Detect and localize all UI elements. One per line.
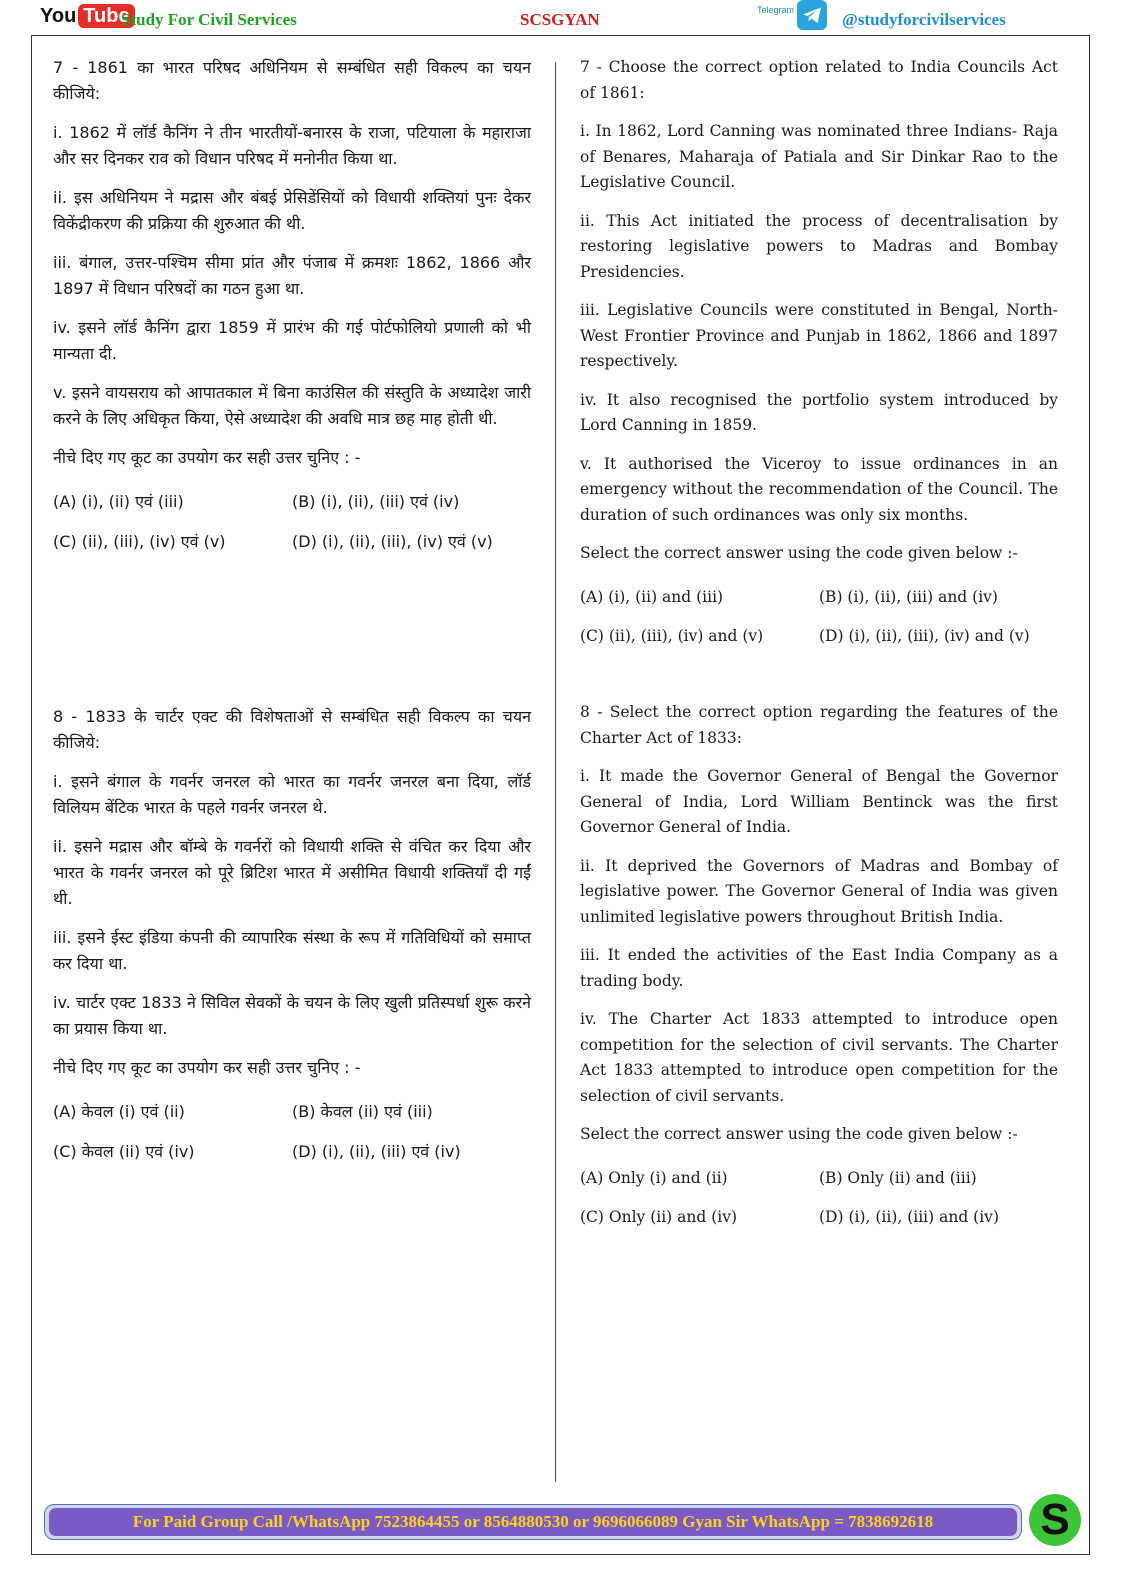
question-text: 7 - 1861 का भारत परिषद अधिनियम से सम्बंधित सही विकल्प का चयन कीजिये: xyxy=(53,58,531,103)
footer-contact-text: For Paid Group Call /WhatsApp 7523864455 or 8564880530 or 9696066089 Gyan Sir WhatsApp = 7838692618 xyxy=(49,1508,1017,1536)
column-divider xyxy=(555,62,556,1482)
option-a: (A) केवल (i) एवं (ii) xyxy=(53,1102,185,1121)
option-c: (C) Only (ii) and (iv) xyxy=(580,1208,738,1226)
statement: i. It made the Governor General of Bengal the Governor General of India, Lord William Bentinck was the first Governor General of India. xyxy=(580,767,1058,836)
statement: iv. चार्टर एक्ट 1833 ने सिविल सेवकों के चयन के लिए खुली प्रतिस्पर्धा शुरू करने का प्रयास किया था. xyxy=(53,993,531,1038)
hindi-column xyxy=(53,55,531,1161)
statement: iv. इसने लॉर्ड कैनिंग द्वारा 1859 में प्रारंभ की गई पोर्टफोलियो प्रणाली को भी मान्यता दी. xyxy=(53,318,531,363)
statement: iii. It ended the activities of the East India Company as a trading body. xyxy=(580,946,1058,990)
option-d: (D) (i), (ii), (iii), (iv) एवं (v) xyxy=(292,532,493,551)
option-b: (B) Only (ii) and (iii) xyxy=(819,1168,977,1187)
statement: iv. It also recognised the portfolio system introduced by Lord Canning in 1859. xyxy=(580,390,1058,434)
telegram-label: Telegram xyxy=(757,5,795,15)
hindi-question-7 xyxy=(53,55,531,555)
statement: iii. Legislative Councils were constituted in Bengal, North-West Frontier Province and Punjab in 1862, 1866 and 1897 respectively. xyxy=(580,301,1058,370)
option-d: (D) (i), (ii), (iii), (iv) and (v) xyxy=(819,627,1030,645)
footer-banner xyxy=(44,1504,1022,1540)
option-b: (B) (i), (ii), (iii) and (iv) xyxy=(819,587,998,606)
youtube-logo-you: You xyxy=(40,4,77,27)
statement: iv. The Charter Act 1833 attempted to introduce open competition for the selection of civil servants. The Charter Act 1833 attempted to introduce open competition for the selection of civil servants. xyxy=(580,1010,1058,1105)
options xyxy=(53,489,531,555)
telegram-icon[interactable] xyxy=(797,0,827,30)
statement: v. It authorised the Viceroy to issue ordinances in an emergency without the recommendation of the Council. The duration of such ordinances was only six months. xyxy=(580,454,1058,524)
channel-name: Study For Civil Services xyxy=(121,10,297,29)
option-c: (C) (ii), (iii), (iv) एवं (v) xyxy=(53,532,226,551)
english-question-8 xyxy=(580,700,1058,1231)
instruction: Select the correct answer using the code given below :- xyxy=(580,544,1018,562)
statement: iii. बंगाल, उत्तर-पश्चिम सीमा प्रांत और पंजाब में क्रमशः 1862, 1866 और 1897 में विधान परिषदों का गठन हुआ था. xyxy=(53,253,531,298)
english-column xyxy=(580,55,1058,1226)
options xyxy=(580,585,1058,650)
instruction: नीचे दिए गए कूट का उपयोग कर सही उत्तर चुनिए : - xyxy=(53,448,361,467)
option-b: (B) केवल (ii) एवं (iii) xyxy=(292,1102,433,1121)
scsgyan-s-logo: S xyxy=(1029,1494,1081,1546)
statement: i. In 1862, Lord Canning was nominated three Indians- Raja of Benares, Maharaja of Patiala and Sir Dinkar Rao to the Legislative Council. xyxy=(580,122,1058,191)
option-b: (B) (i), (ii), (iii) एवं (iv) xyxy=(292,492,460,511)
option-a: (A) (i), (ii) and (iii) xyxy=(580,587,724,606)
statement: ii. इसने मद्रास और बॉम्बे के गवर्नरों को विधायी शक्ति से वंचित कर दिया और भारत के गवर्नर जनरल को पूरे ब्रिटिश भारत में असीमित विधायी शक्तियाँ दी गईं थी. xyxy=(53,837,531,908)
option-d: (D) (i), (ii), (iii) एवं (iv) xyxy=(292,1142,461,1161)
statement: v. इसने वायसराय को आपातकाल में बिना काउंसिल की संस्तुति के अध्यादेश जारी करने के लिए अधिकृत किया, ऐसे अध्यादेश की अवधि मात्र छह माह होती थी. xyxy=(53,383,531,428)
options xyxy=(580,1166,1058,1231)
instruction: Select the correct answer using the code given below :- xyxy=(580,1125,1018,1143)
question-text: 8 - Select the correct option regarding the features of the Charter Act of 1833: xyxy=(580,703,1058,747)
brand-name: SCSGYAN xyxy=(520,10,600,29)
options xyxy=(53,1099,531,1165)
statement: ii. This Act initiated the process of decentralisation by restoring legislative powers to Madras and Bombay Presidencies. xyxy=(580,211,1058,281)
statement: ii. It deprived the Governors of Madras and Bombay of legislative power. The Governor General of India was given unlimited legislative powers throughout British India. xyxy=(580,856,1058,926)
statement: iii. इसने ईस्ट इंडिया कंपनी की व्यापारिक संस्था के रूप में गतिविधियों को समाप्त कर दिया था. xyxy=(53,928,531,973)
question-text: 7 - Choose the correct option related to India Councils Act of 1861: xyxy=(580,58,1058,102)
option-d: (D) (i), (ii), (iii) and (iv) xyxy=(819,1208,999,1226)
option-a: (A) Only (i) and (ii) xyxy=(580,1168,728,1187)
page-header xyxy=(0,0,1123,34)
statement: i. 1862 में लॉर्ड कैनिंग ने तीन भारतीयों-बनारस के राजा, पटियाला के महाराजा और सर दिनकर राव को विधान परिषद में मनोनीत किया था. xyxy=(53,123,531,168)
statement: i. इसने बंगाल के गवर्नर जनरल को भारत का गवर्नर जनरल बना दिया, लॉर्ड विलियम बेंटिक भारत के पहले गवर्नर जनरल थे. xyxy=(53,772,531,817)
instruction: नीचे दिए गए कूट का उपयोग कर सही उत्तर चुनिए : - xyxy=(53,1058,361,1077)
telegram-handle[interactable]: @studyforcivilservices xyxy=(842,10,1006,29)
option-c: (C) (ii), (iii), (iv) and (v) xyxy=(580,627,764,645)
statement: ii. इस अधिनियम ने मद्रास और बंबई प्रेसिडेंसियों को विधायी शक्तियां पुनः देकर विकेंद्रीकरण की प्रक्रिया की शुरुआत की थी. xyxy=(53,188,531,233)
english-question-7 xyxy=(580,55,1058,650)
option-c: (C) केवल (ii) एवं (iv) xyxy=(53,1142,195,1161)
option-a: (A) (i), (ii) एवं (iii) xyxy=(53,492,184,511)
youtube-logo-tube: Tube xyxy=(78,4,134,28)
hindi-question-8 xyxy=(53,704,531,1165)
question-text: 8 - 1833 के चार्टर एक्ट की विशेषताओं से सम्बंधित सही विकल्प का चयन कीजिये: xyxy=(53,707,531,752)
